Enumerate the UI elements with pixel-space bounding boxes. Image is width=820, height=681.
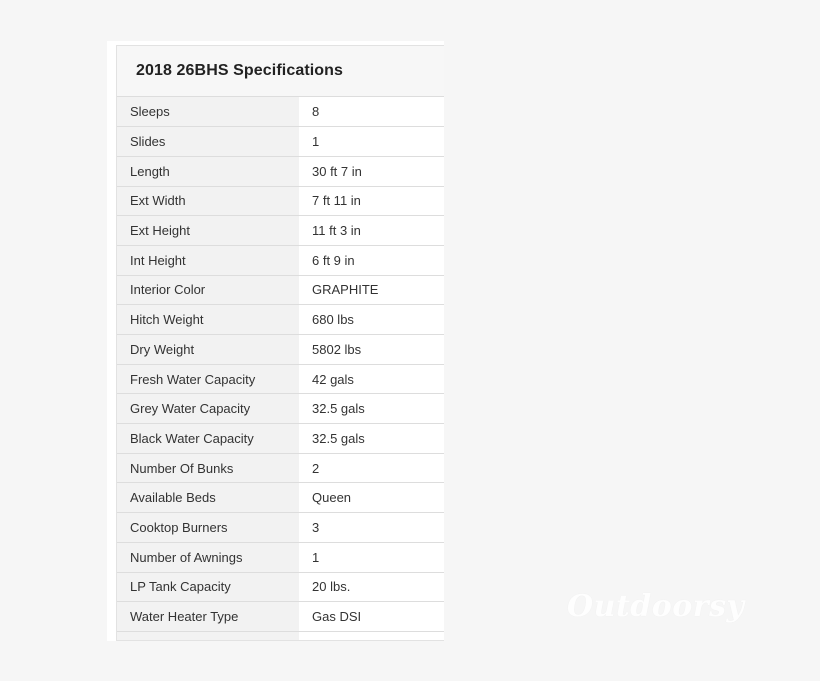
spec-value: GRAPHITE — [299, 275, 444, 305]
spec-value: 3 — [299, 513, 444, 543]
spec-label: Int Height — [117, 245, 299, 275]
spec-label: Number of Awnings — [117, 542, 299, 572]
spec-label: Interior Color — [117, 275, 299, 305]
spec-value: Queen — [299, 483, 444, 513]
table-row — [117, 335, 444, 365]
table-row — [117, 275, 444, 305]
spec-value: 20 lbs. — [299, 572, 444, 602]
table-row — [117, 245, 444, 275]
spec-label: Length — [117, 156, 299, 186]
table-row — [117, 216, 444, 246]
panel-title: 2018 26BHS Specifications — [136, 62, 344, 79]
screenshot-canvas — [107, 41, 444, 641]
spec-value: 2 — [299, 453, 444, 483]
spec-label: Slides — [117, 127, 299, 157]
spec-value: 42 gals — [299, 364, 444, 394]
table-row — [117, 453, 444, 483]
spec-value: 5802 lbs — [299, 335, 444, 365]
table-row — [117, 602, 444, 632]
panel-header — [117, 46, 444, 97]
spec-value: Gas DSI — [299, 602, 444, 632]
spec-value: 1 — [299, 542, 444, 572]
table-row — [117, 424, 444, 454]
spec-value: 1 — [299, 127, 444, 157]
table-row — [117, 127, 444, 157]
watermark-logo: Outdoorsy — [567, 589, 745, 624]
table-row — [117, 483, 444, 513]
spec-value: 11 ft 3 in — [299, 216, 444, 246]
spec-label: Dry Weight — [117, 335, 299, 365]
spec-value: 680 lbs — [299, 305, 444, 335]
spec-label: Hitch Weight — [117, 305, 299, 335]
spec-value-cut-off — [299, 631, 444, 641]
spec-value: 7 ft 11 in — [299, 186, 444, 216]
specifications-panel — [116, 45, 444, 641]
spec-label-cut-off — [117, 631, 299, 641]
table-row — [117, 97, 444, 127]
table-row — [117, 156, 444, 186]
spec-label: LP Tank Capacity — [117, 572, 299, 602]
spec-label: Available Beds — [117, 483, 299, 513]
spec-value: 30 ft 7 in — [299, 156, 444, 186]
spec-label: Black Water Capacity — [117, 424, 299, 454]
spec-label: Cooktop Burners — [117, 513, 299, 543]
table-row — [117, 513, 444, 543]
table-row — [117, 542, 444, 572]
table-row — [117, 305, 444, 335]
table-row — [117, 186, 444, 216]
table-row — [117, 364, 444, 394]
spec-value: 6 ft 9 in — [299, 245, 444, 275]
specifications-table — [117, 97, 444, 641]
spec-label: Water Heater Type — [117, 602, 299, 632]
table-row-partial — [117, 631, 444, 641]
table-row — [117, 394, 444, 424]
spec-value: 32.5 gals — [299, 394, 444, 424]
spec-value: 8 — [299, 97, 444, 127]
spec-label: Fresh Water Capacity — [117, 364, 299, 394]
spec-label: Grey Water Capacity — [117, 394, 299, 424]
spec-label: Sleeps — [117, 97, 299, 127]
table-row — [117, 572, 444, 602]
spec-value: 32.5 gals — [299, 424, 444, 454]
spec-label: Ext Height — [117, 216, 299, 246]
spec-label: Ext Width — [117, 186, 299, 216]
spec-label: Number Of Bunks — [117, 453, 299, 483]
